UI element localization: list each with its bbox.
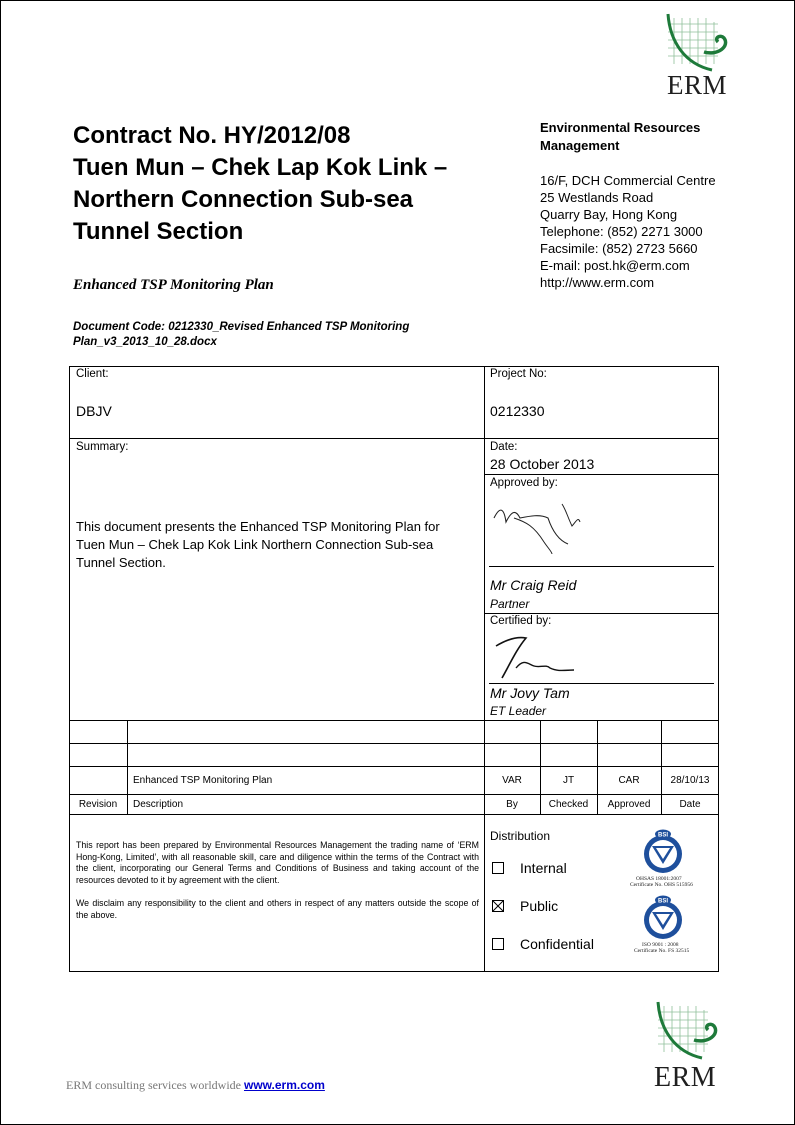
bsi-iso-badge [628,894,698,958]
header-description: Description [133,799,184,810]
website: http://www.erm.com [540,275,655,290]
cert2-line2: Certificate No. FS 32515 [634,948,690,954]
header-by: By [506,799,518,810]
bsi-logo-icon [628,894,698,942]
title-line-2: Tuen Mun – Chek Lap Kok Link – [73,154,448,181]
erm-logo-top [660,12,735,100]
client-label: Client: [76,368,109,380]
divider [69,766,719,767]
confidential-label: Confidential [520,936,594,952]
public-label: Public [520,898,559,914]
certified-by-label: Certified by: [490,615,552,627]
date-label: Date: [490,441,518,453]
client-value: DBJV [76,403,112,419]
confidential-checkbox[interactable] [492,938,504,950]
revision-by: VAR [502,775,522,786]
certifier-name: Mr Jovy Tam [490,685,570,701]
document-code: Document Code: 0212330_Revised Enhanced TSP Monitoring Plan_v3_2013_10_28.docx [73,321,410,348]
public-checkbox-checked[interactable] [492,900,504,912]
divider [69,438,719,439]
divider [484,366,485,720]
title-line-4: Tunnel Section [73,218,244,245]
divider [69,720,719,721]
erm-logo-bottom [650,998,725,1092]
email: E-mail: post.hk@erm.com [540,258,690,273]
summary-label: Summary: [76,441,129,453]
divider [484,474,719,475]
bsi-logo-icon [628,828,698,876]
certifier-signature [486,630,586,685]
bsi-text: BSI [657,832,669,839]
revision-checked: JT [562,775,575,786]
distribution-label: Distribution [490,829,551,843]
disclaimer-paragraph-1: This report has been prepared by Environmental Resources Management the trading name of ‘ERM Hong-Kong, Limited’, with all reasonable skill, care and diligence within the terms of the Contract with the client, incorporating our General Terms and Conditions of Business and taking account of the resources devoted to it by agreement with the client. [76,840,479,885]
header-approved: Approved [607,799,651,810]
cert1-line2: Certificate No. OHS 515956 [630,882,693,888]
approver-signature [486,496,596,556]
divider [484,613,719,614]
internal-label: Internal [520,860,567,876]
footer-text: ERM consulting services worldwide [66,1078,241,1092]
erm-wordmark: ERM [654,1062,717,1093]
divider [127,720,128,814]
divider [69,814,719,815]
bsi-ohsas-badge [628,828,698,888]
header-checked: Checked [548,799,589,810]
title-line-3: Northern Connection Sub-sea [73,186,414,213]
revision-approved: CAR [618,775,640,786]
contract-title [73,120,493,248]
company-name: Environmental Resources Management [540,120,701,153]
divider [484,720,485,972]
divider [69,794,719,795]
divider [69,743,719,744]
revision-date: 28/10/13 [670,775,710,786]
document-subtitle: Enhanced TSP Monitoring Plan [73,277,274,293]
company-address [540,172,716,291]
revision-description: Enhanced TSP Monitoring Plan [133,775,273,786]
address-line: 25 Westlands Road [540,190,654,205]
footer-link[interactable]: www.erm.com [243,1078,325,1092]
certifier-role: ET Leader [490,704,547,718]
approved-by-label: Approved by: [490,477,558,489]
cert1-line1: OHSAS 18001:2007 [636,876,682,882]
erm-leaf-icon [650,998,725,1064]
address-line: 16/F, DCH Commercial Centre [540,173,716,188]
address-line: Quarry Bay, Hong Kong [540,207,678,222]
approver-role: Partner [490,597,530,611]
internal-checkbox[interactable] [492,862,504,874]
disclaimer-paragraph-2: We disclaim any responsibility to the client and others in respect of any matters outside the scope of the above. [76,898,479,920]
divider [489,566,714,567]
cert2-line1: ISO 9001 : 2008 [642,942,679,948]
erm-leaf-icon [660,12,735,74]
summary-text: This document presents the Enhanced TSP Monitoring Plan for Tuen Mun – Chek Lap Kok Link Northern Connection Sub-sea Tunnel Section. [76,519,440,570]
erm-wordmark: ERM [667,70,728,100]
project-label: Project No: [490,368,547,380]
footer [66,1078,325,1093]
telephone: Telephone: (852) 2271 3000 [540,224,703,239]
approver-name: Mr Craig Reid [490,577,577,593]
date-value: 28 October 2013 [490,456,595,472]
project-value: 0212330 [490,403,545,419]
bsi-text: BSI [657,898,669,905]
header-date: Date [679,799,701,810]
header-revision: Revision [78,799,118,810]
facsimile: Facsimile: (852) 2723 5660 [540,241,698,256]
title-line-1: Contract No. HY/2012/08 [73,122,351,149]
